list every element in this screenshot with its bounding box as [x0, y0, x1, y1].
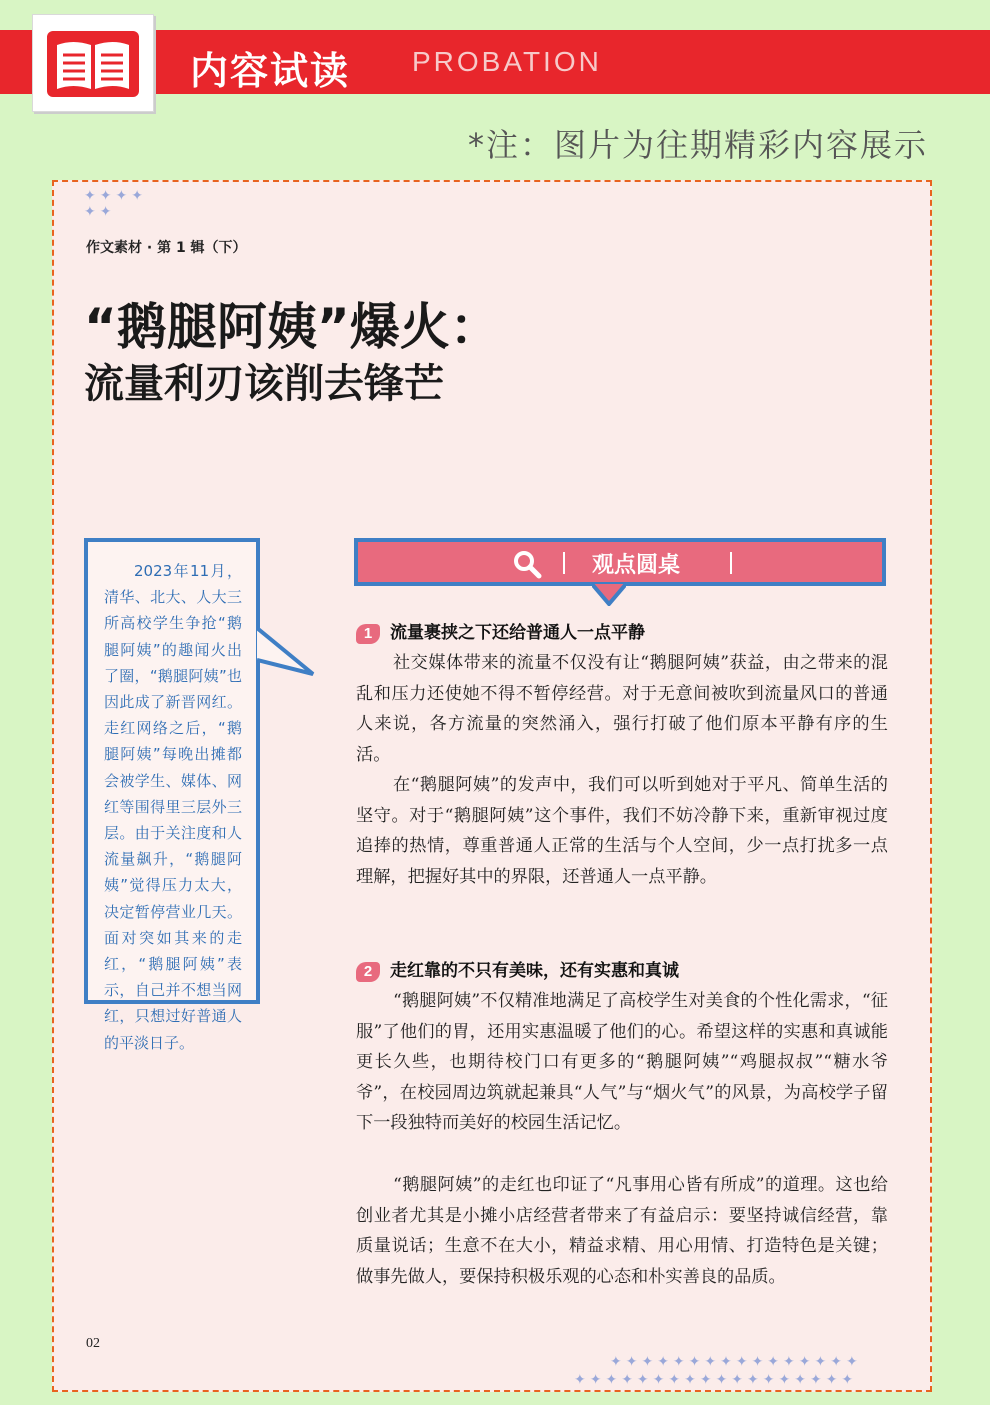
- sample-page: [52, 180, 932, 1392]
- point-2-heading: [356, 956, 679, 982]
- paragraph: 社交媒体带来的流量不仅没有让“鹅腿阿姨”获益，由之带来的混乱和压力还使她不得不暂停经营。对于无意间被吹到流量风口的普通人来说，各方流量的突然涌入，强行打破了他们原本平静有序的生活。: [356, 653, 888, 765]
- pointer-tail-icon: [592, 584, 626, 606]
- viewpoint-title: 观点圆桌: [592, 553, 681, 578]
- search-icon: [512, 549, 542, 579]
- paragraph: “鹅腿阿姨”的走红也印证了“凡事用心皆有所成”的道理。这也给创业者尤其是小摊小店经营者带来了有益启示：要坚持诚信经营，靠质量说话；生意不在大小，精益求精、用心用情、打造特色是关键；做事先做人，要保持积极乐观的心态和朴实善良的品质。: [356, 1175, 888, 1287]
- intro-box: [84, 538, 260, 1052]
- point-1-heading: [356, 618, 645, 644]
- article-title: “鹅腿阿姨”爆火：: [84, 298, 500, 356]
- viewpoint-header: [354, 538, 886, 586]
- page-number: 02: [86, 1336, 100, 1351]
- speech-tail-icon: [257, 622, 317, 682]
- number-badge: 2: [356, 962, 380, 982]
- banner-title: 内容试读: [190, 49, 351, 93]
- book-icon-box: [32, 14, 154, 112]
- disclaimer-note: *注：图片为往期精彩内容展示: [467, 126, 928, 164]
- point-title: 走红靠的不只有美味，还有实惠和真诚: [390, 961, 679, 981]
- banner-subtitle: PROBATION: [412, 46, 602, 77]
- intro-text: 2023年11月，清华、北大、人大三所高校学生争抢“鹅腿阿姨”的趣闻火出了圈，“鹅腿阿姨”也因此成了新晋网红。走红网络之后，“鹅腿阿姨”每晚出摊都会被学生、媒体、网红等围得里三层外三层。由于关注度和人流量飙升，“鹅腿阿姨”觉得压力太大，决定暂停营业几天。面对突如其来的走红，“鹅腿阿姨”表示，自己并不想当网红，只想过好普通人的平淡日子。: [104, 562, 242, 1052]
- number-badge: 1: [356, 624, 380, 644]
- series-label: 作文素材 · 第 1 辑（下）: [86, 240, 247, 256]
- divider: [563, 552, 565, 574]
- star-decoration-icon: ✦✦✦✦✦✦✦✦✦✦✦✦✦✦✦✦: [610, 1354, 862, 1370]
- star-decoration-icon: ✦✦✦✦✦✦✦✦✦✦✦✦✦✦✦✦✦✦: [574, 1372, 858, 1388]
- divider: [730, 552, 732, 574]
- point-title: 流量裹挟之下还给普通人一点平静: [390, 623, 645, 643]
- article-subtitle: 流量利刃该削去锋芒: [84, 361, 444, 407]
- paragraph: “鹅腿阿姨”不仅精准地满足了高校学生对美食的个性化需求，“征服”了他们的胃，还用实惠温暖了他们的心。希望这样的实惠和真诚能更长久些，也期待校门口有更多的“鹅腿阿姨”“鸡腿叔叔”“糖水爷爷”，在校园周边筑就起兼具“人气”与“烟火气”的风景，为高校学子留下一段独特而美好的校园生活记忆。: [356, 991, 888, 1134]
- star-decoration-icon: ✦✦✦✦ ✦✦: [84, 188, 147, 220]
- paragraph: 在“鹅腿阿姨”的发声中，我们可以听到她对于平凡、简单生活的坚守。对于“鹅腿阿姨”这个事件，我们不妨冷静下来，重新审视过度追捧的热情，尊重普通人正常的生活与个人空间，少一点打扰多一点理解，把握好其中的界限，还普通人一点平静。: [356, 775, 888, 887]
- open-book-icon: [47, 31, 139, 97]
